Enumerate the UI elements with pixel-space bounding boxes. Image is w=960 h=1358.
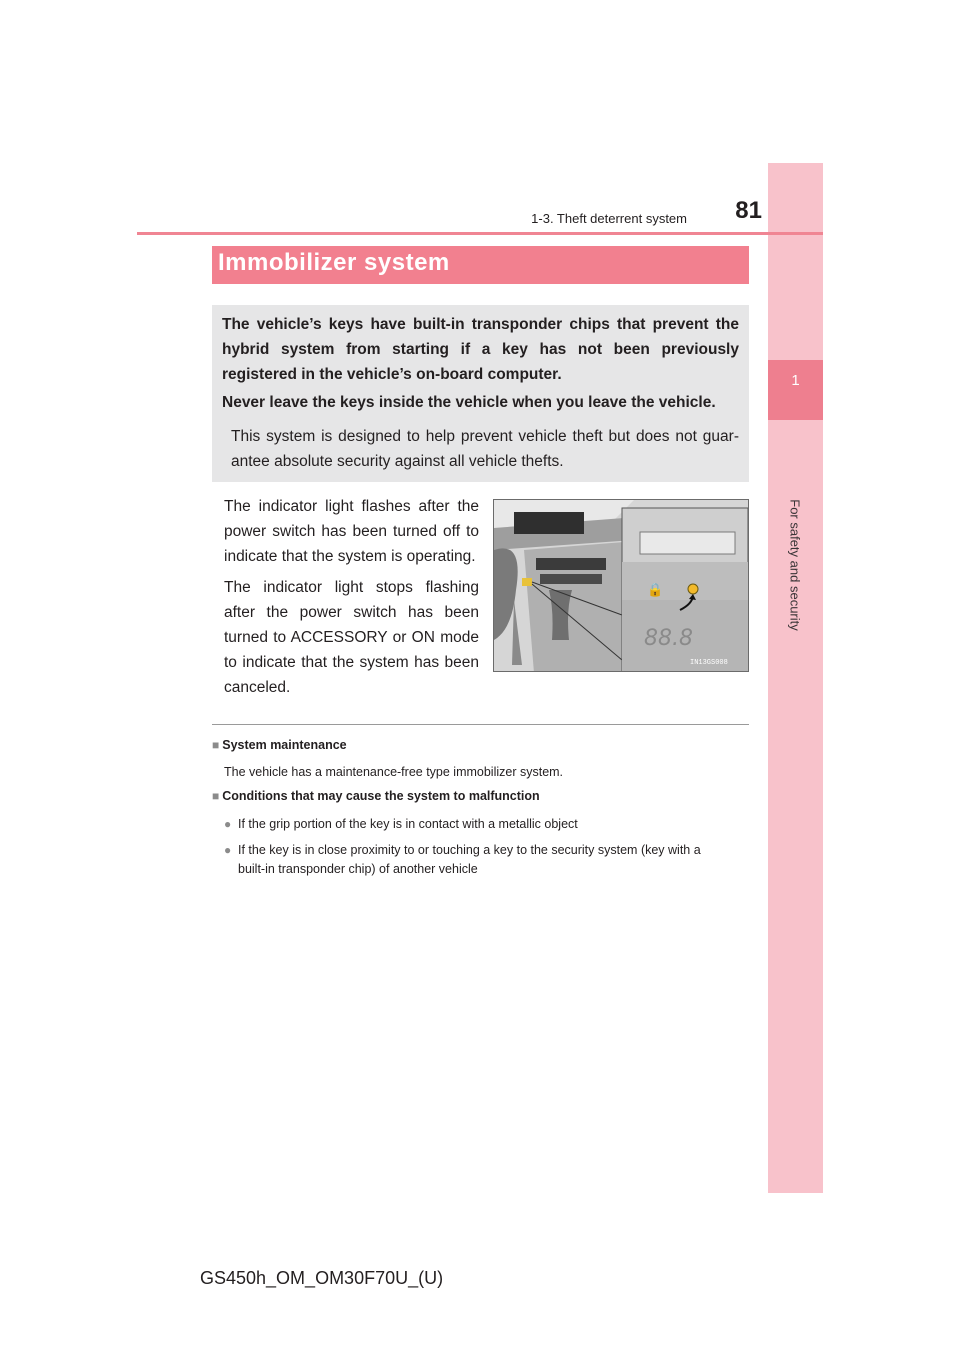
header-section-title: 1-3. Theft deterrent system: [531, 211, 687, 226]
header-rule: [137, 232, 823, 235]
intro-note: This system is designed to help prevent vehicle theft but does not guar-antee absolute security against all vehicle thefts.: [231, 428, 739, 470]
page-number: 81: [735, 197, 762, 224]
system-maintenance-heading: ■ System maintenance: [212, 738, 347, 752]
document-code: GS450h_OM_OM30F70U_(U): [200, 1268, 444, 1288]
square-bullet-icon: ■: [212, 789, 220, 803]
indicator-light: [688, 584, 698, 594]
system-maintenance-text: The vehicle has a maintenance-free type immobilizer system.: [224, 765, 564, 779]
indicator-stops-paragraph: The indicator light stops flashing after the power switch has been turned to ACCESSORY or ON mode to indicate that the system has been canceled.: [224, 579, 479, 696]
chapter-number: 1: [791, 372, 800, 389]
list-item: ● If the key is in close proximity to or touching a key to the security system (key with a built-in transponder chip) of another vehicle: [224, 843, 701, 876]
chapter-title: For safety and security: [787, 499, 803, 631]
list-item: ● If the grip portion of the key is in contact with a metallic object: [224, 815, 749, 834]
intro-lead: The vehicle’s keys have built-in transponder chips that prevent the hybrid system from starting if a key has not been previously registered in the vehicle’s on-board computer.: [222, 316, 739, 383]
notes-divider: [212, 724, 749, 725]
conditions-heading: ■ Conditions that may cause the system to malfunction: [212, 789, 540, 803]
page-title: Immobilizer system: [218, 249, 450, 276]
odometer-display: 88.8: [644, 626, 693, 651]
image-code: IN13GS008: [690, 659, 728, 667]
intro-warning: Never leave the keys inside the vehicle when you leave the vehicle.: [222, 394, 716, 411]
indicator-light-location: [522, 578, 532, 586]
chapter-side-tab: [768, 163, 823, 1193]
circle-bullet-icon: ●: [224, 817, 232, 831]
chapter-side-tab-active: [768, 360, 823, 420]
square-bullet-icon: ■: [212, 738, 220, 752]
circle-bullet-icon: ●: [224, 843, 232, 857]
svg-text:🔒: 🔒: [647, 583, 664, 598]
dashboard-illustration: [493, 499, 749, 672]
dashboard-illustration-drawing: [494, 500, 749, 672]
indicator-flashes-paragraph: The indicator light flashes after the power switch has been turned off to indicate that the system is operating.: [224, 498, 479, 565]
